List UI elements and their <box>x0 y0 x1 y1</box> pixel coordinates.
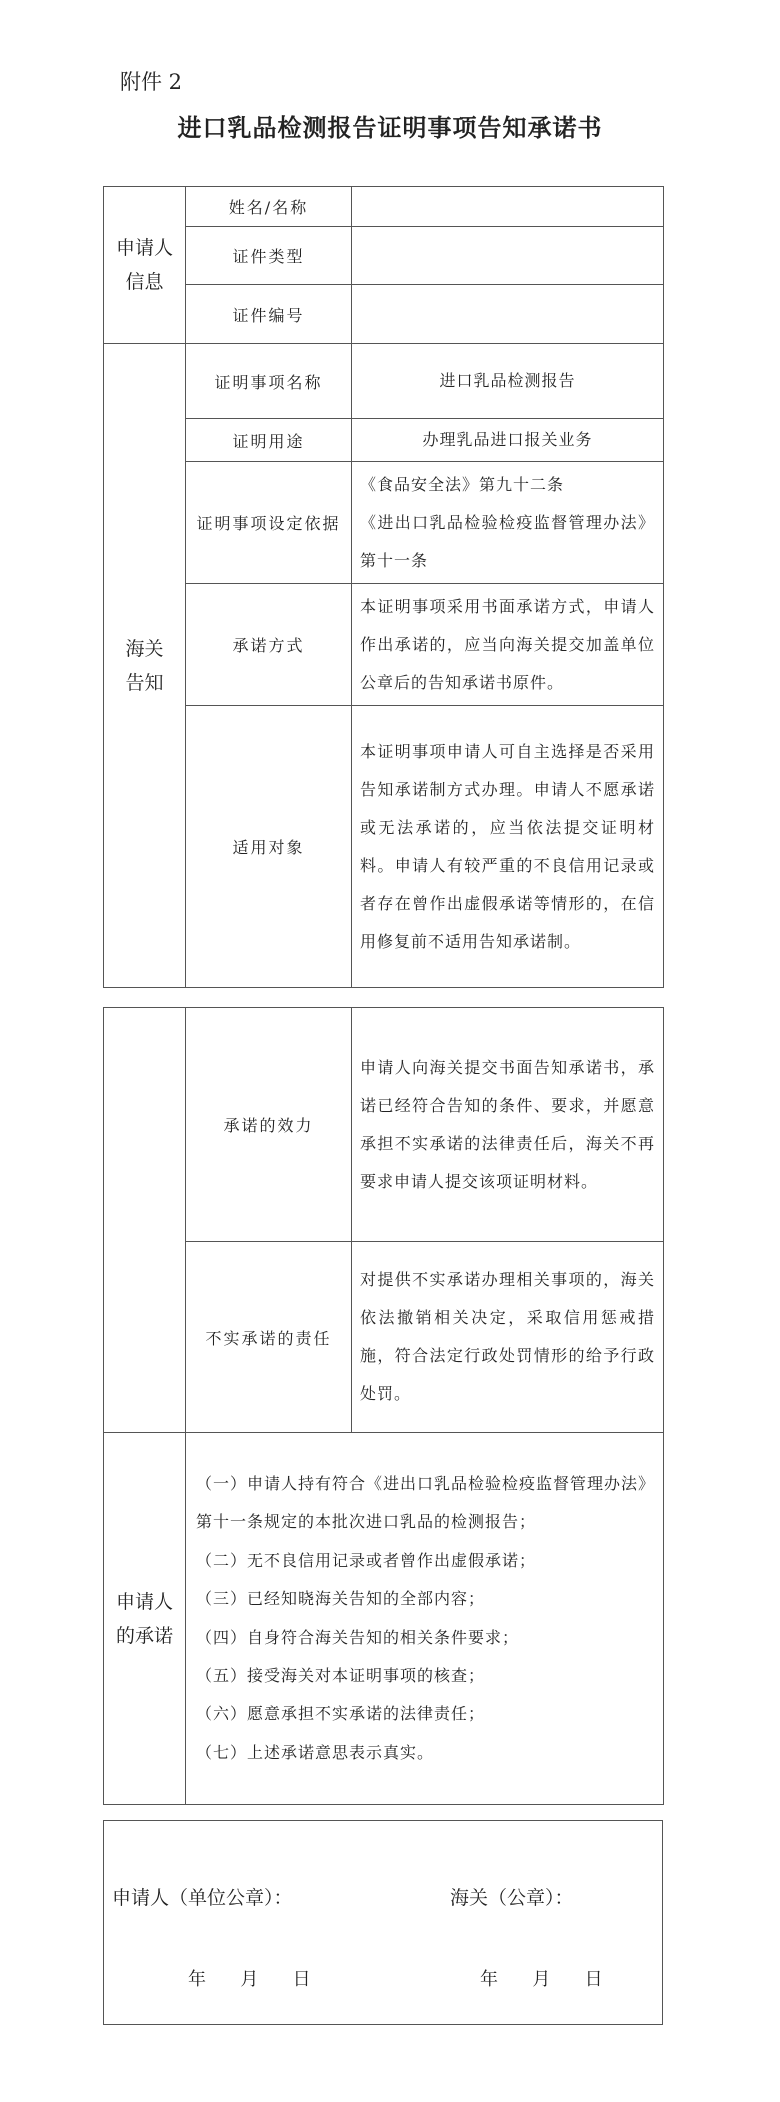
item-name-value: 进口乳品检测报告 <box>352 344 664 419</box>
id-number-label: 证件编号 <box>186 285 352 344</box>
customs-notice-group-label: 海关 告知 <box>104 344 186 988</box>
commit-method-label: 承诺方式 <box>186 584 352 706</box>
applicant-seal-label: 申请人（单位公章）： <box>112 1887 293 1909</box>
table-row <box>104 462 664 584</box>
commitment-item: （七）上述承诺意思表示真实。 <box>196 1742 435 1762</box>
document-title: 进口乳品检测报告证明事项告知承诺书 <box>177 113 603 142</box>
purpose-label: 证明用途 <box>186 419 352 462</box>
table-row <box>104 227 664 285</box>
liability-label: 不实承诺的责任 <box>186 1242 352 1433</box>
commitment-item: （三）已经知晓海关告知的全部内容； <box>196 1589 486 1609</box>
applicant-info-group-label: 申请人 信息 <box>104 187 186 344</box>
table-row <box>104 584 664 706</box>
table-row <box>104 1242 664 1433</box>
table-row <box>104 1433 664 1805</box>
commit-method-value: 本证明事项采用书面承诺方式，申请人作出承诺的，应当向海关提交加盖单位公章后的告知承诺书原件。 <box>352 584 664 706</box>
commitment-list <box>186 1433 664 1805</box>
item-name-label: 证明事项名称 <box>186 344 352 419</box>
effect-group-spacer <box>104 1008 186 1433</box>
legal-basis-label: 证明事项设定依据 <box>186 462 352 584</box>
info-notice-table <box>103 186 664 988</box>
table-row <box>104 1008 664 1242</box>
effect-value: 申请人向海关提交书面告知承诺书，承诺已经符合告知的条件、要求，并愿意承担不实承诺的法律责任后，海关不再要求申请人提交该项证明材料。 <box>352 1008 664 1242</box>
legal-basis-value: 《食品安全法》第九十二条 《进出口乳品检验检疫监督管理办法》第十一条 <box>352 462 664 584</box>
name-label: 姓名/名称 <box>186 187 352 227</box>
effect-commitment-table <box>103 1007 664 1805</box>
table-row <box>104 187 664 227</box>
applicant-date: 年 月 日 <box>188 1969 311 1990</box>
commitment-group-label: 申请人 的承诺 <box>104 1433 186 1805</box>
applicable-label: 适用对象 <box>186 706 352 988</box>
commitment-item: （一）申请人持有符合《进出口乳品检验检疫监督管理办法》第十一条规定的本批次进口乳品的检测报告； <box>196 1473 648 1532</box>
id-number-field[interactable] <box>352 285 664 344</box>
table-row <box>104 285 664 344</box>
name-field[interactable] <box>352 187 664 227</box>
commitment-item: （二）无不良信用记录或者曾作出虚假承诺； <box>196 1550 537 1570</box>
purpose-value: 办理乳品进口报关业务 <box>352 419 664 462</box>
id-type-field[interactable] <box>352 227 664 285</box>
commitment-item: （四）自身符合海关告知的相关条件要求； <box>196 1627 520 1647</box>
table-row <box>104 344 664 419</box>
id-type-label: 证件类型 <box>186 227 352 285</box>
signature-box <box>103 1820 663 2025</box>
commitment-item: （六）愿意承担不实承诺的法律责任； <box>196 1704 486 1724</box>
commitment-item: （五）接受海关对本证明事项的核查； <box>196 1665 486 1685</box>
table-row <box>104 419 664 462</box>
attachment-label: 附件 2 <box>120 70 183 94</box>
effect-label: 承诺的效力 <box>186 1008 352 1242</box>
customs-seal-label: 海关（公章）： <box>450 1887 574 1909</box>
customs-date: 年 月 日 <box>480 1969 603 1990</box>
table-row <box>104 706 664 988</box>
applicable-value: 本证明事项申请人可自主选择是否采用告知承诺制方式办理。申请人不愿承诺或无法承诺的，应当依法提交证明材料。申请人有较严重的不良信用记录或者存在曾作出虚假承诺等情形的，在信用修复前不适用告知承诺制。 <box>352 706 664 988</box>
liability-value: 对提供不实承诺办理相关事项的，海关依法撤销相关决定，采取信用惩戒措施，符合法定行政处罚情形的给予行政处罚。 <box>352 1242 664 1433</box>
